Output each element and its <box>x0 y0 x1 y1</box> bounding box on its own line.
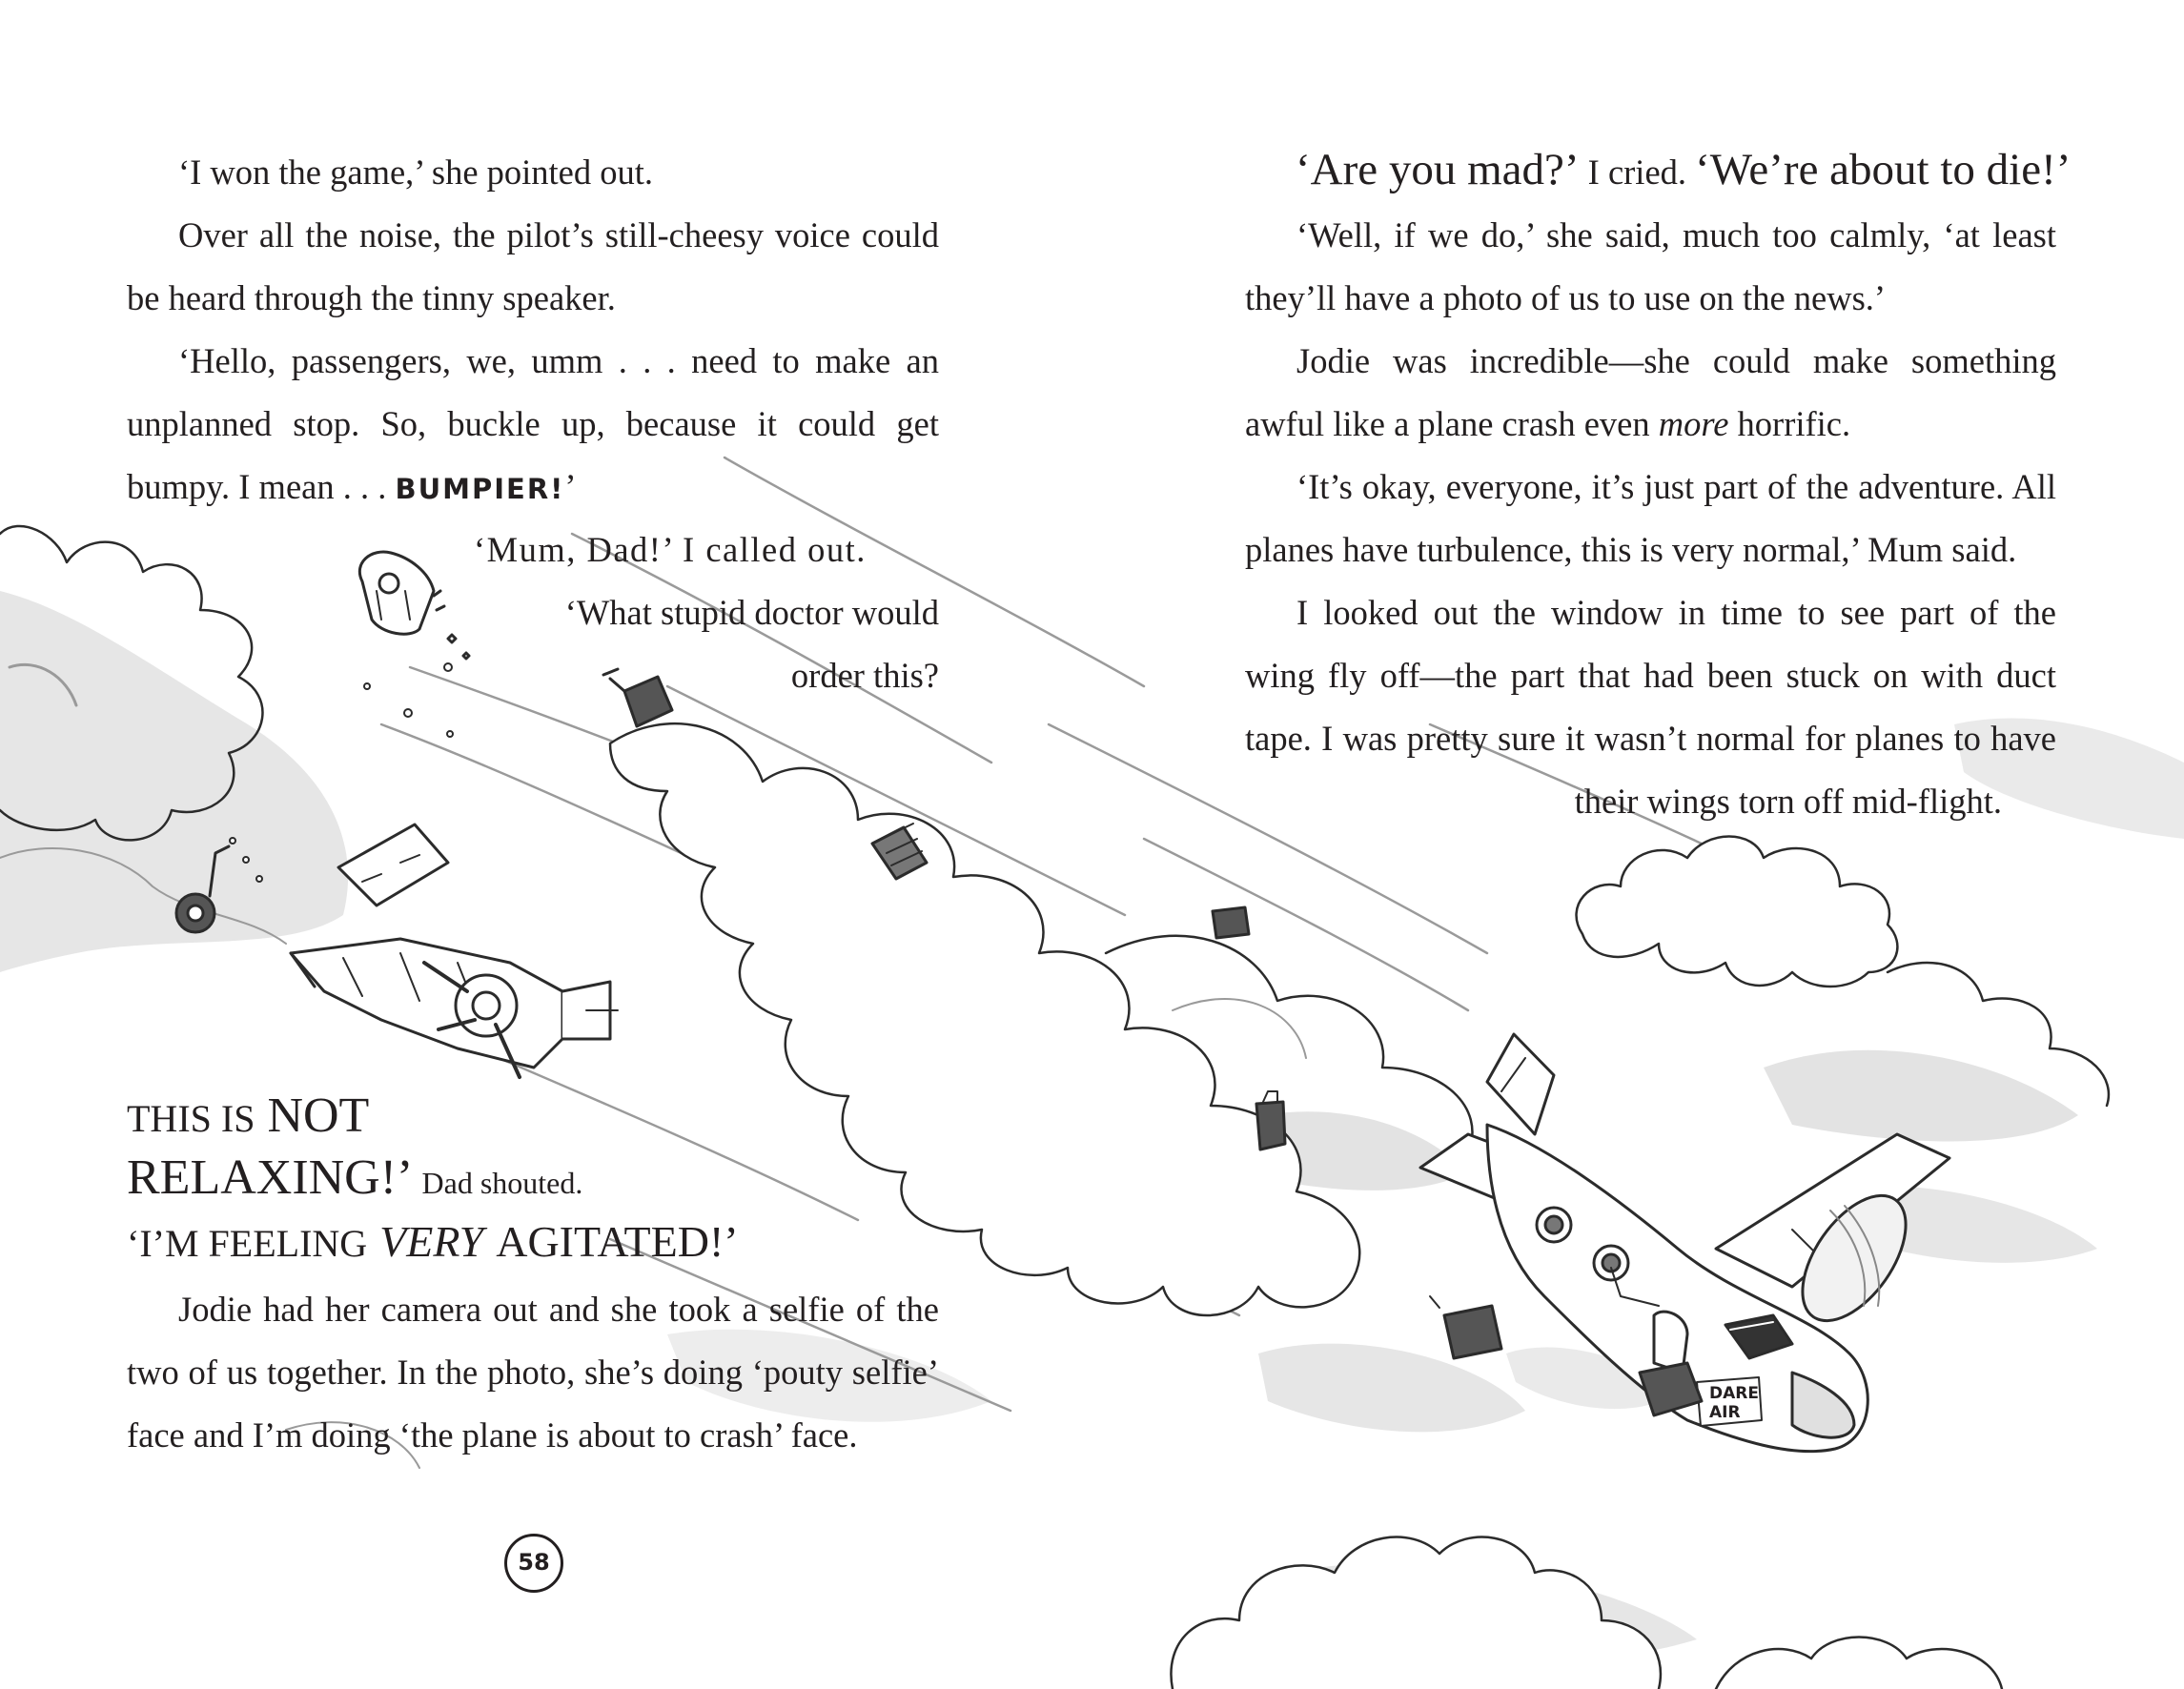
wrap-line-1: ‘Mum, Dad!’ I called out. <box>474 530 867 569</box>
right-line-3: they’ll have a photo of us to use on the news.’ <box>1245 278 1887 317</box>
shout-im-feeling: ‘I’M FEELING <box>127 1222 368 1265</box>
left-line-3: be heard through the tinny speaker. <box>127 278 616 317</box>
bumpier-word: BUMPIER! <box>395 473 565 505</box>
engine-cowl-debris <box>359 552 469 659</box>
right-line-9: wing fly off—the part that had been stuck on with duct <box>1245 656 2056 695</box>
right-line-1 <box>1296 143 2071 199</box>
left-line-2: Over all the noise, the pilot’s still-cheesy voice could <box>178 215 939 254</box>
cloud-bottom <box>1171 1537 1660 1689</box>
falling-suitcase-2 <box>1256 1091 1285 1150</box>
shout-agitated: AGITATED!’ <box>496 1217 739 1266</box>
falling-box <box>1213 907 1249 938</box>
left-closing-3: face and I’m doing ‘the plane is about to crash’ face. <box>127 1415 858 1455</box>
wrap-line-2: ‘What stupid doctor would <box>564 593 939 632</box>
shout-line-3 <box>127 1212 739 1272</box>
livery-text-dare: DARE <box>1709 1384 1759 1403</box>
wing-fragment <box>338 824 448 906</box>
quote-about-to-die: ‘We’re about to die!’ <box>1695 145 2072 194</box>
left-closing-2: two of us together. In the photo, she’s doing ‘pouty selfie’ <box>127 1353 939 1392</box>
shout-line-1 <box>127 1088 369 1148</box>
right-line-7: planes have turbulence, this is very normal,’ Mum said. <box>1245 530 2017 569</box>
left-line-1: ‘I won the game,’ she pointed out. <box>178 153 654 192</box>
shout-this-is: THIS IS <box>127 1097 255 1140</box>
shout-relaxing: RELAXING!’ <box>127 1150 410 1205</box>
dad-shouted-tag: Dad shouted. <box>421 1166 583 1200</box>
wrap-line-3: order this? <box>790 656 939 695</box>
right-line-2: ‘Well, if we do,’ she said, much too calmly, ‘at least <box>1296 215 2056 254</box>
quote-are-you-mad: ‘Are you mad?’ <box>1296 145 1580 194</box>
more-em: more <box>1658 404 1729 443</box>
bumpier-prefix: bumpy. I mean . . . <box>127 467 387 506</box>
i-cried-tag: I cried. <box>1587 153 1687 192</box>
right-line-5 <box>1245 403 1850 445</box>
cloud-right-upper <box>1577 837 1898 987</box>
right-line-10: tape. I was pretty sure it wasn’t normal for planes to have <box>1245 719 2056 758</box>
right-line-8: I looked out the window in time to see part of the <box>1296 593 2056 632</box>
falling-suitcase-1 <box>603 669 672 726</box>
left-line-4: ‘Hello, passengers, we, umm . . . need to make an <box>178 341 939 380</box>
more-suffix: horrific. <box>1737 404 1851 443</box>
right-line-4: Jodie was incredible—she could make something <box>1296 341 2056 380</box>
left-line-5: unplanned stop. So, buckle up, because it could get <box>127 404 939 443</box>
shout-very: VERY <box>379 1217 484 1266</box>
more-prefix: awful like a plane crash even <box>1245 404 1650 443</box>
left-line-6 <box>127 466 577 510</box>
left-closing-1: Jodie had her camera out and she took a selfie of the <box>178 1290 939 1329</box>
right-line-6: ‘It’s okay, everyone, it’s just part of the adventure. All <box>1296 467 2056 506</box>
right-line-11: their wings torn off mid-flight. <box>1574 782 2002 821</box>
livery-text-air: AIR <box>1709 1403 1741 1422</box>
page-number: 58 <box>504 1534 563 1593</box>
shout-line-2 <box>127 1150 582 1211</box>
small-broken-plane <box>291 939 618 1077</box>
shout-not: NOT <box>267 1089 370 1143</box>
bumpier-suffix: ’ <box>564 467 577 506</box>
